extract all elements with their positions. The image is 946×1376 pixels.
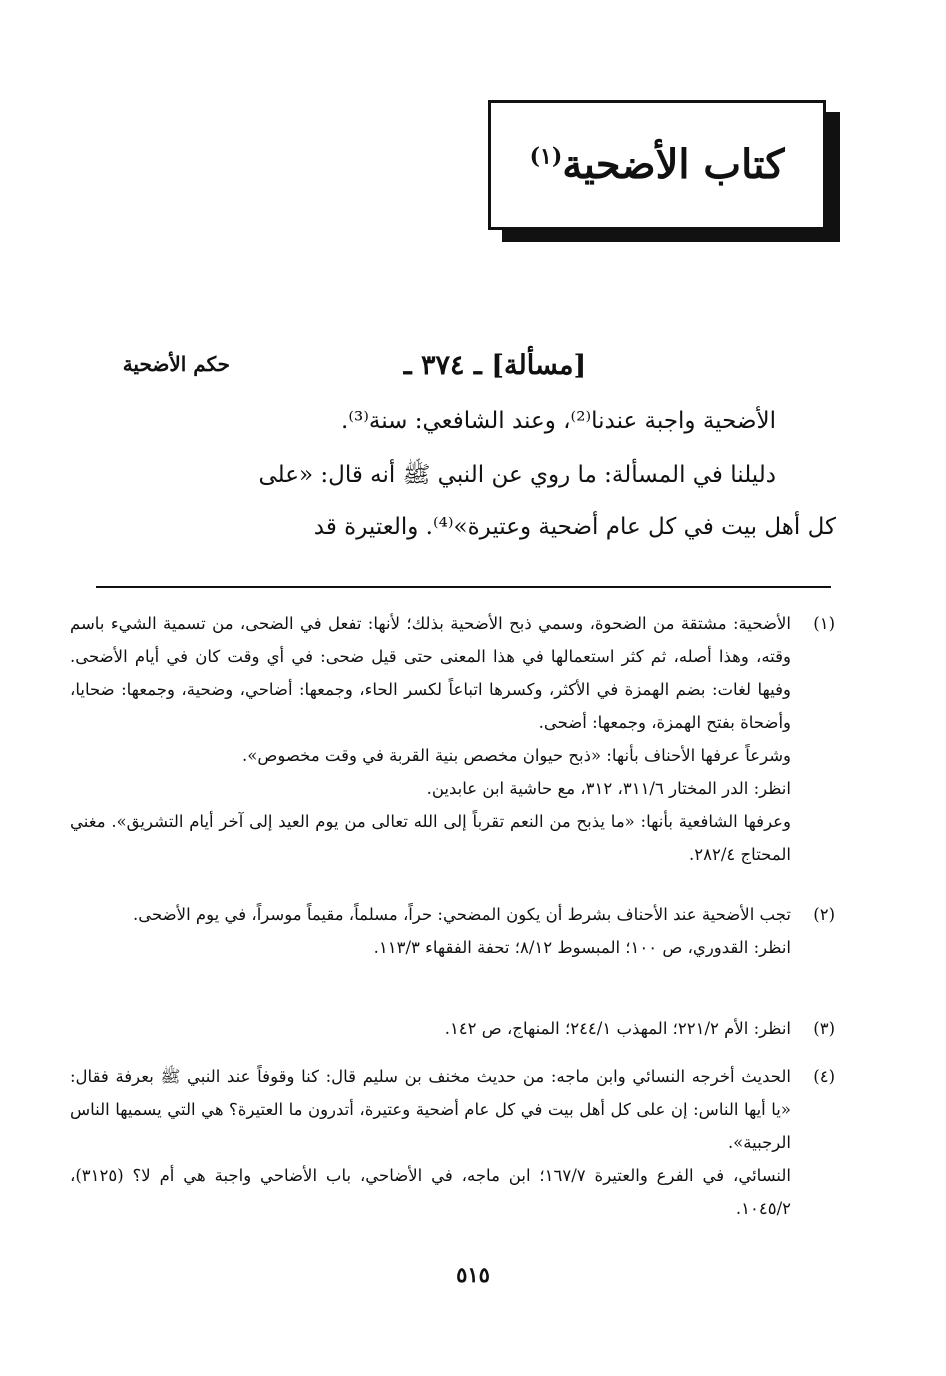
footnote-4-para-1: الحديث أخرجه النسائي وابن ماجه: من حديث مخنف بن سليم قال: كنا وقوفاً عند النبي ﷺ بعرفة فقال: «يا أيها الناس: إن على كل أهل بيت في كل عام أضحية وعتيرة، أتدرون ما العتيرة؟ هي التي يسميها الناس الرجبية».: [70, 1067, 791, 1152]
footnote-1-para-1: الأضحية: مشتقة من الضحوة، وسمي ذبح الأضحية بذلك؛ لأنها: تفعل في الضحى، من تسمية الشيء باسم وقته، وهذا أصله، ثم كثر استعمالها في هذا المعنى حتى قيل ضحى: في أي وقت كان في أيام الأضحى. وفيها لغات: بضم الهمزة في الأكثر، وكسرها اتباعاً لكسر الحاء، وجمعها: أضاحي، وضحية، وجمعها: ضحايا، وأضحاة بفتح الهمزة، وجمعها: أضحى.: [70, 614, 791, 732]
footnote-3-number: (٣): [813, 1019, 835, 1038]
footnote-2: [70, 898, 835, 964]
chapter-title: [529, 141, 785, 188]
footnote-1: [70, 607, 835, 871]
body-line-3: كل أهل بيت في كل عام أضحية وعتيرة»⁽⁴⁾. والعتيرة قد: [313, 514, 836, 540]
footnote-1-para-2: وشرعاً عرفها الأحناف بأنها: «ذبح حيوان مخصص بنية القربة في وقت مخصوص».: [242, 746, 791, 765]
footnote-2-number: (٢): [813, 905, 835, 924]
footnote-4-number: (٤): [813, 1067, 835, 1086]
footnote-2-para-1: تجب الأضحية عند الأحناف بشرط أن يكون المضحي: حراً، مسلماً، مقيماً موسراً، في يوم الأضحى.: [133, 905, 791, 924]
chapter-title-box: [488, 100, 826, 230]
footnote-4-para-2: النسائي، في الفرع والعتيرة ١٦٧/٧؛ ابن ماجه، في الأضاحي، باب الأضاحي واجبة هي أم لا؟ (٣١٢٥)، ١٠٤٥/٢.: [70, 1166, 791, 1218]
body-line-2: دليلنا في المسألة: ما روي عن النبي ﷺ أنه قال: «على: [258, 462, 776, 488]
page-number: ٥١٥: [456, 1262, 490, 1287]
chapter-title-text: كتاب الأضحية: [562, 141, 785, 188]
footnote-separator: [96, 586, 831, 588]
issue-heading: [مسألة] ـ ٣٧٤ ـ: [403, 350, 587, 381]
footnote-4: [70, 1060, 835, 1225]
footnote-1-number: (١): [813, 614, 835, 633]
margin-note: حكم الأضحية: [122, 352, 230, 376]
footnote-2-para-2: انظر: القدوري، ص ١٠٠؛ المبسوط ٨/١٢؛ تحفة الفقهاء ١١٣/٣.: [373, 938, 791, 957]
body-line-1: الأضحية واجبة عندنا⁽²⁾، وعند الشافعي: سنة⁽³⁾.: [341, 408, 776, 434]
footnote-3-para-1: انظر: الأم ٢٢١/٢؛ المهذب ٢٤٤/١؛ المنهاج، ص ١٤٢.: [444, 1019, 791, 1038]
footnote-1-para-3: انظر: الدر المختار ٣١١/٦، ٣١٢، مع حاشية ابن عابدين.: [426, 779, 791, 798]
chapter-title-note-ref: (١): [529, 143, 563, 170]
footnote-1-para-4: وعرفها الشافعية بأنها: «ما يذبح من النعم تقرباً إلى الله تعالى من يوم العيد إلى آخر أيام التشريق». مغني المحتاج ٢٨٢/٤.: [70, 812, 791, 864]
footnote-3: [70, 1012, 835, 1045]
